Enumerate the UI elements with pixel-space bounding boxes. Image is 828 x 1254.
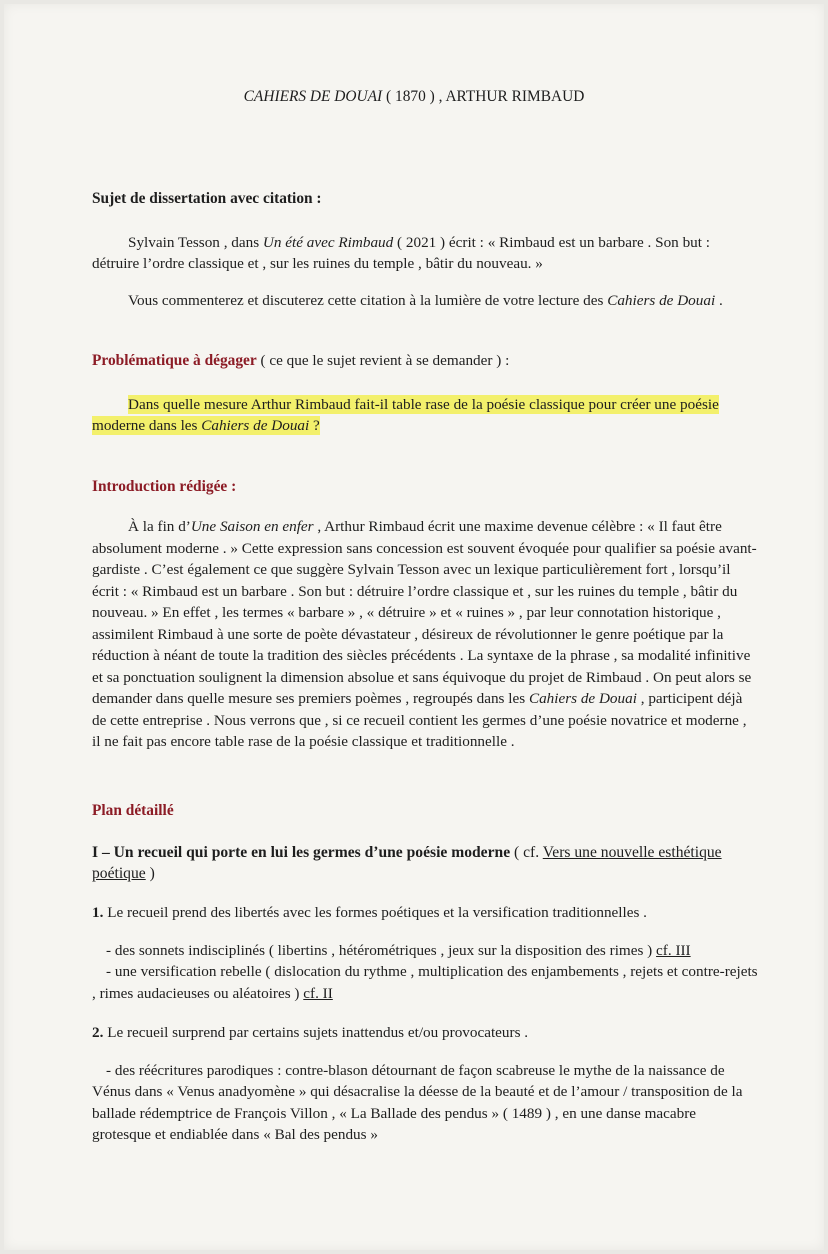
sujet-heading: Sujet de dissertation avec citation :	[92, 190, 322, 207]
plan-heading: Plan détaillé	[92, 802, 174, 819]
section1-bullets	[92, 940, 758, 1004]
introduction-paragraph: À la fin d’Une Saison en enfer , Arthur Rimbaud écrit une maxime devenue célèbre : « Il faut être absolument moderne . » Cette expression sans concession est souvent évoquée pour qualifier sa poésie avant-gardiste . C’est également ce que suggère Sylvain Tesson avec un lexique particulièrement fort , lorsqu’il écrit : « Rimbaud est un barbare . Son but : détruire l’ordre classique et , sur les ruines du temple , bâtir du nouveau. » En effet , les termes « barbare » , « détruire » et « ruines » , par leur connotation historique , assimilent Rimbaud à une sorte de poète dévastateur , désireux de révolutionner le genre poétique par la réduction à néant de toute la tradition des siècles précédents . La syntaxe de la phrase , sa modalité infinitive et sa ponctuation soulignent la dimension absolue et sans équivoque du projet de Rimbaud . On peut alors se demander dans quelle mesure ses premiers poèmes , regroupés dans les Cahiers de Douai , participent déjà de cette entreprise . Nous verrons que , si ce recueil contient les germes d’une poésie novatrice et moderne , il ne fait pas encore table rase de la poésie classique et traditionnelle .	[92, 518, 757, 750]
list-item: - des réécritures parodiques : contre-blason détournant de façon scabreuse le mythe de la naissance de Vénus dans « Venus anadyomène » qui désacralise la déesse de la beauté et de l’amour / transposition de la ballade rédemptrice de François Villon , « La Ballade des pendus » ( 1489 ) , en une danse macabre grotesque et endiablée dans « Bal des pendus »	[92, 1062, 743, 1144]
list-item: - des sonnets indisciplinés ( libertins , hétérométriques , jeux sur la disposition des rimes ) cf. III	[106, 942, 691, 959]
problematique-question: Dans quelle mesure Arthur Rimbaud fait-il table rase de la poésie classique pour créer une poésie moderne dans les Cahiers de Douai ?	[92, 396, 719, 435]
document-title	[0, 88, 828, 106]
sujet-citation-paragraph: Sylvain Tesson , dans Un été avec Rimbaud ( 2021 ) écrit : « Rimbaud est un barbare . Son but : détruire l’ordre classique et , sur les ruines du temple , bâtir du nouveau. »	[92, 234, 710, 273]
title-work: CAHIERS DE DOUAI	[243, 88, 383, 105]
list-item: - une versification rebelle ( dislocation du rythme , multiplication des enjambements , rejets et contre-rejets , rimes audacieuses ou aléatoires ) cf. II	[92, 963, 758, 1002]
introduction-heading: Introduction rédigée :	[92, 478, 237, 495]
problematique-heading: Problématique à dégager ( ce que le sujet revient à se demander ) :	[92, 352, 510, 369]
sujet-consigne-paragraph: Vous commenterez et discuterez cette citation à la lumière de votre lecture des Cahiers de Douai .	[128, 292, 723, 309]
section2-heading: 2. Le recueil surprend par certains sujets inattendus et/ou provocateurs .	[92, 1024, 529, 1041]
section2-bullets	[92, 1060, 758, 1146]
part1-crossref-link: Vers une nouvelle esthétique poétique	[92, 844, 722, 883]
title-rest: ( 1870 ) , ARTHUR RIMBAUD	[382, 88, 585, 105]
part1-title: I – Un recueil qui porte en lui les germes d’une poésie moderne ( cf. Vers une nouvelle esthétique poétique )	[92, 844, 722, 883]
section1-heading: 1. Le recueil prend des libertés avec les formes poétiques et la versification traditionnelles .	[92, 904, 647, 921]
